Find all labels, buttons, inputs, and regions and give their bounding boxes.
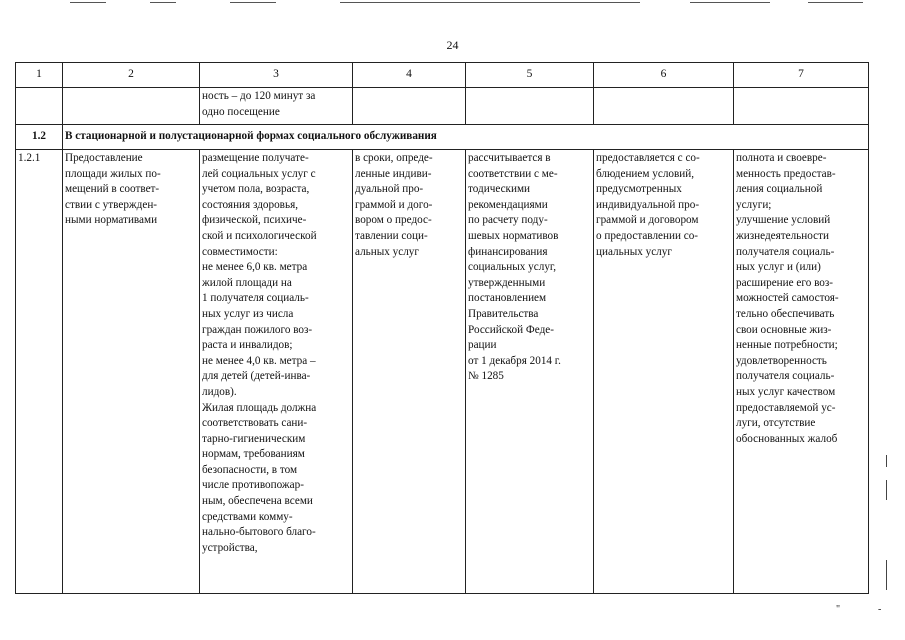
- scan-dash: [340, 2, 640, 3]
- cell-service-name: [63, 88, 200, 125]
- scan-dash: [808, 2, 863, 3]
- scan-dash: [150, 2, 176, 3]
- column-header: 4: [353, 63, 466, 88]
- scan-artifact-right: [886, 480, 887, 500]
- section-number: 1.2: [16, 125, 63, 150]
- scan-dash: [230, 2, 276, 3]
- page-number: 24: [446, 38, 459, 52]
- section-title: В стационарной и полустационарной формах социального обслуживания: [63, 125, 869, 150]
- cell-conditions: предоставляется с со- блюдением условий, предусмотренных индивидуальной про- граммой и договором о предоставлении со- циальных услуг: [594, 150, 734, 594]
- cell-quality: полнота и своевре- менность предостав- ления социальной услуги; улучшение условий жизнедеятельности получателя социаль- ных услуг и (или) расширение его воз- можностей самостоя- тельно обеспечивать свои основные жиз- ненные потребности; удовлетворенность получателя социаль- ных услуг качеством предоставляемой ус- луги, отсутствие обоснованных жалоб: [734, 150, 869, 594]
- cell-term: [353, 88, 466, 125]
- cell-description: размещение получате- лей социальных услуг с учетом пола, возраста, состояния здоровья, физической, психиче- ской и психологической совместимости: не менее 6,0 кв. метра жилой площади на 1 получателя социаль- ных услуг из числа граждан пожилого воз- раста и инвалидов; не менее 4,0 кв. метра – для детей (детей-инва- лидов). Жилая площадь должна соответствовать сани- тарно-гигиеническим нормам, требованиям безопасности, в том числе противопожар- ным, обеспечена всеми средствами комму- нально-бытового благо- устройства,: [200, 150, 353, 594]
- cell-norm: [466, 88, 594, 125]
- cell-number: 1.2.1: [16, 150, 63, 594]
- scan-dash: [690, 2, 770, 3]
- column-header: 7: [734, 63, 869, 88]
- table-row-continuation: [16, 88, 869, 125]
- cell-norm: рассчитывается в соответствии с ме- тодическими рекомендациями по расчету поду- шевых нормативов финансирования социальных услуг, утвержденными постановлением Правительства Российской Феде- рации от 1 декабря 2014 г. № 1285: [466, 150, 594, 594]
- cell-conditions: [594, 88, 734, 125]
- scan-artifact-right: [886, 560, 887, 590]
- services-table: [15, 62, 869, 594]
- column-header: 3: [200, 63, 353, 88]
- scan-dash: [70, 2, 106, 3]
- cell-quality: [734, 88, 869, 125]
- scan-mark-bottom: ": [836, 604, 841, 615]
- scan-mark-bottom: -: [878, 604, 882, 615]
- cell-description: ность – до 120 минут за одно посещение: [200, 88, 353, 125]
- table-row: [16, 150, 869, 594]
- cell-number: [16, 88, 63, 125]
- column-header: 6: [594, 63, 734, 88]
- cell-term: в сроки, опреде- ленные индиви- дуальной про- граммой и дого- вором о предос- тавлении соци- альных услуг: [353, 150, 466, 594]
- column-header: 1: [16, 63, 63, 88]
- column-header: 5: [466, 63, 594, 88]
- scan-artifact-top: [0, 0, 905, 8]
- section-row: [16, 125, 869, 150]
- cell-service-name: Предоставление площади жилых по- мещений в соответ- ствии с утвержден- ными нормативами: [63, 150, 200, 594]
- table-header-row: [16, 63, 869, 88]
- scan-artifact-right: [886, 455, 887, 467]
- column-header: 2: [63, 63, 200, 88]
